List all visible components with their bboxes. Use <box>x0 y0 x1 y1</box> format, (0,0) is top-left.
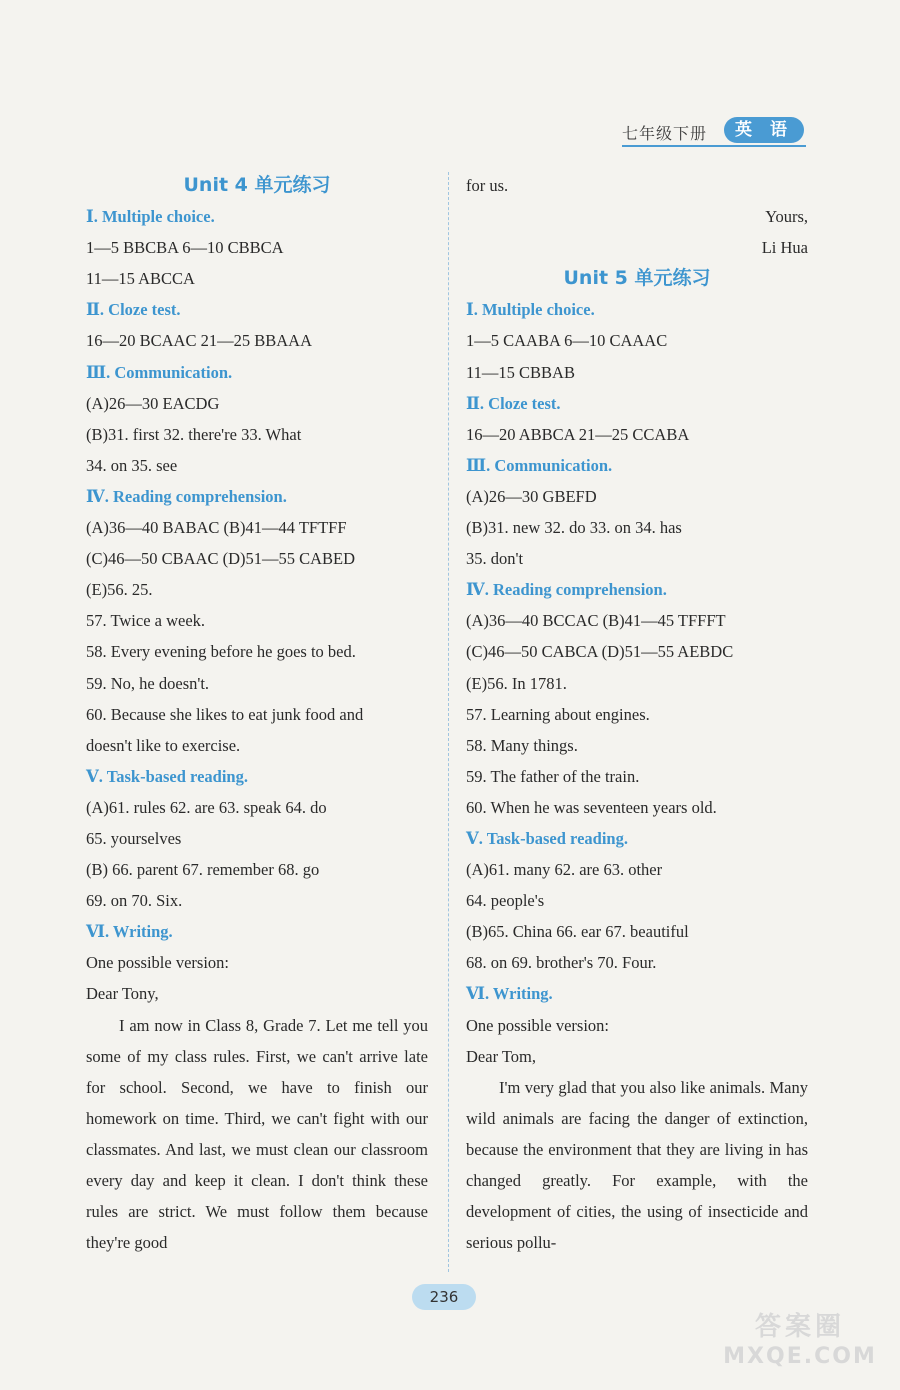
answer-line: (A)61. rules 62. are 63. speak 64. do <box>86 797 327 817</box>
answer-line: 64. people's <box>466 891 545 911</box>
answer-line: 60. Because she likes to eat junk food and <box>86 704 364 724</box>
answer-line: 58. Many things. <box>466 735 578 755</box>
answer-line: (A)36—40 BABAC (B)41—44 TFTFF <box>86 518 347 538</box>
answer-line: (E)56. In 1781. <box>466 673 567 693</box>
section-heading: Ⅲ. Communication. <box>86 362 233 382</box>
answer-line: 16—20 BCAAC 21—25 BBAAA <box>86 331 312 351</box>
section-heading: Ⅴ. Task-based reading. <box>86 766 248 786</box>
watermark-url: MXQE.COM <box>723 1344 877 1369</box>
section-heading: Ⅵ. Writing. <box>466 984 553 1004</box>
answer-line: One possible version: <box>86 953 229 973</box>
section-heading: Ⅱ. Cloze test. <box>466 393 561 413</box>
letter-signature: Li Hua <box>761 238 808 258</box>
section-heading: Ⅳ. Reading comprehension. <box>86 486 287 506</box>
answer-line: 68. on 69. brother's 70. Four. <box>466 953 657 973</box>
answer-line: (B)65. China 66. ear 67. beautiful <box>466 922 689 942</box>
subject-badge: 英 语 <box>724 117 804 143</box>
section-heading: Ⅰ. Multiple choice. <box>466 300 595 320</box>
unit5-letter: I'm very glad that you also like animals. Many wild animals are facing the danger of extinction, because the environment that they are living in has changed greatly. For example, with the development of cities, the using of insecticide and serious pollu- <box>466 1077 808 1253</box>
answer-line: 16—20 ABBCA 21—25 CCABA <box>466 424 690 444</box>
answer-line: 58. Every evening before he goes to bed. <box>86 642 356 662</box>
answer-line: (A)61. many 62. are 63. other <box>466 860 663 880</box>
watermark-logo <box>710 1312 890 1382</box>
answer-line: (A)26—30 EACDG <box>86 393 220 413</box>
column-divider <box>448 172 449 1272</box>
answer-line: (A)36—40 BCCAC (B)41—45 TFFFT <box>466 611 726 631</box>
answer-line: (B)31. new 32. do 33. on 34. has <box>466 518 682 538</box>
right-column <box>466 170 808 1258</box>
unit4-answers <box>86 201 428 1009</box>
answer-line: 35. don't <box>466 549 524 569</box>
letter-closing: Yours, <box>765 207 808 227</box>
letter-end: for us. <box>466 176 509 195</box>
subject-header <box>622 117 806 147</box>
answer-line: Dear Tony, <box>86 984 159 1004</box>
section-heading: Ⅲ. Communication. <box>466 455 613 475</box>
answer-line: Dear Tom, <box>466 1046 537 1066</box>
header-rule <box>622 145 806 147</box>
section-heading: Ⅳ. Reading comprehension. <box>466 580 667 600</box>
grade-label: 七年级下册 <box>622 124 708 143</box>
answer-line: 59. The father of the train. <box>466 766 640 786</box>
section-heading: Ⅰ. Multiple choice. <box>86 207 215 227</box>
answer-line: 65. yourselves <box>86 828 182 848</box>
left-column <box>86 170 428 1258</box>
answer-line: (E)56. 25. <box>86 580 153 600</box>
unit4-title: Unit 4 单元练习 <box>183 174 331 196</box>
answer-line: 57. Twice a week. <box>86 611 206 631</box>
answer-line: 11—15 CBBAB <box>466 362 575 382</box>
section-heading: Ⅵ. Writing. <box>86 922 173 942</box>
answer-line: 60. When he was seventeen years old. <box>466 797 717 817</box>
page-number: 236 <box>412 1284 476 1310</box>
answer-line: doesn't like to exercise. <box>86 735 241 755</box>
answer-line: 1—5 CAABA 6—10 CAAAC <box>466 331 668 351</box>
answer-line: 34. on 35. see <box>86 455 178 475</box>
section-heading: Ⅱ. Cloze test. <box>86 300 181 320</box>
watermark-title: 答案圈 <box>754 1312 845 1342</box>
answer-line: (A)26—30 GBEFD <box>466 486 597 506</box>
answer-line: 59. No, he doesn't. <box>86 673 210 693</box>
answer-line: (B) 66. parent 67. remember 68. go <box>86 860 320 880</box>
answer-line: One possible version: <box>466 1015 609 1035</box>
answer-line: 11—15 ABCCA <box>86 269 195 289</box>
answer-line: 57. Learning about engines. <box>466 704 650 724</box>
unit5-answers <box>466 294 808 1071</box>
section-heading: Ⅴ. Task-based reading. <box>466 828 628 848</box>
answer-line: (C)46—50 CABCA (D)51—55 AEBDC <box>466 642 734 662</box>
answer-line: (C)46—50 CBAAC (D)51—55 CABED <box>86 549 356 569</box>
unit5-title: Unit 5 单元练习 <box>563 267 711 290</box>
unit4-letter: I am now in Class 8, Grade 7. Let me tell you some of my class rules. First, we can't arrive late for school. Second, we have to finish our homework on time. Third, we can't fight with our classmates. And last, we must clean our classroom every day and keep it clean. I don't think these rules are strict. We must follow them because they're good <box>86 1015 428 1253</box>
answer-line: (B)31. first 32. there're 33. What <box>86 424 302 444</box>
answer-line: 1—5 BBCBA 6—10 CBBCA <box>86 238 284 258</box>
answer-line: 69. on 70. Six. <box>86 891 183 911</box>
